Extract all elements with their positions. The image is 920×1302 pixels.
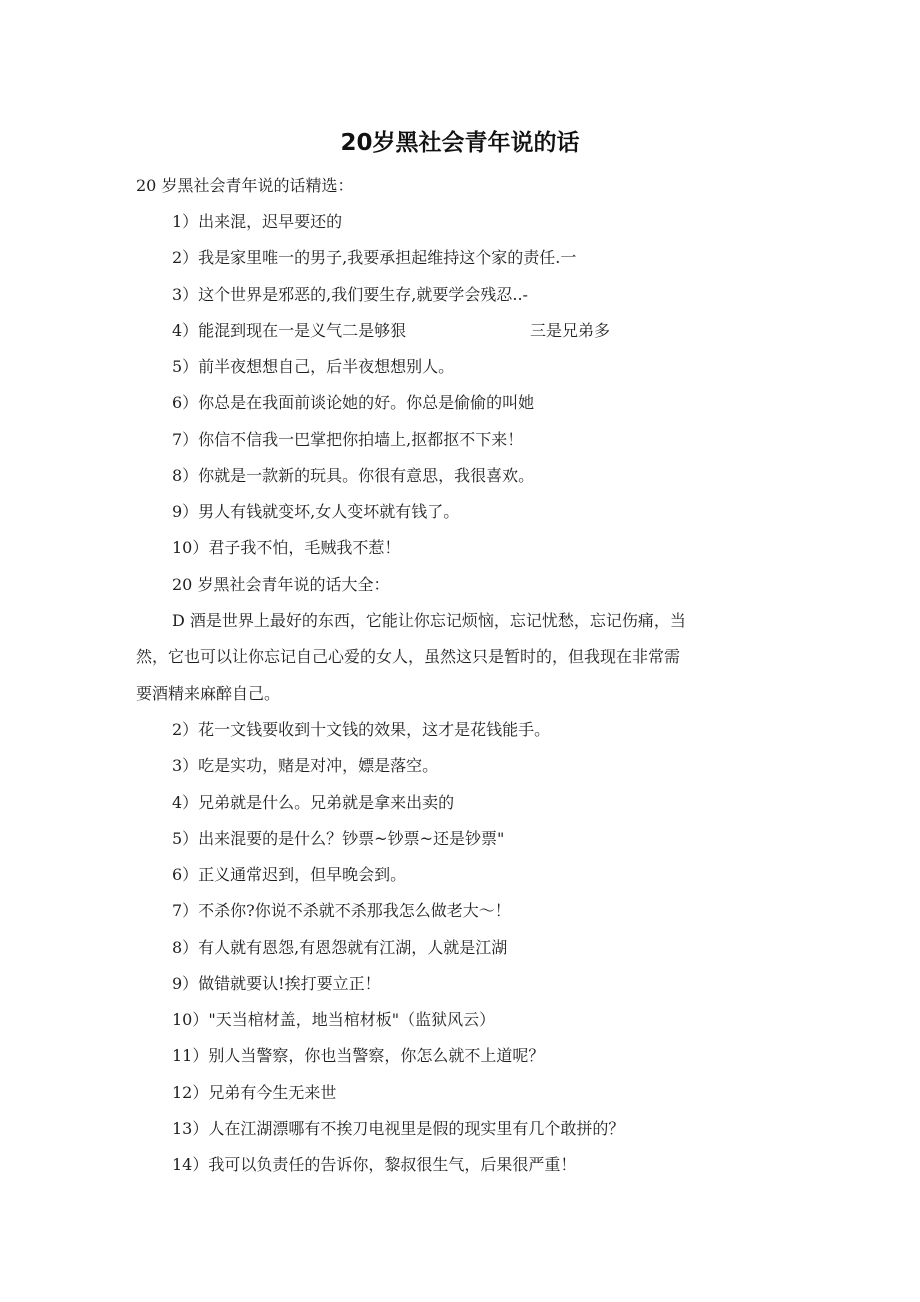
- list-item: 11）别人当警察，你也当警察，你怎么就不上道呢？: [172, 1046, 545, 1065]
- list-item: 3）吃是实功，赌是对冲，嫖是落空。: [172, 756, 439, 775]
- list-item: 14）我可以负责任的告诉你，黎叔很生气，后果很严重！: [172, 1155, 577, 1174]
- list-item: 9）做错就要认!挨打要立正！: [172, 974, 381, 993]
- list-item: 7）你信不信我一巴掌把你拍墙上,抠都抠不下来！: [172, 430, 524, 449]
- list-item: 10）"天当棺材盖，地当棺材板"（监狱风云）: [172, 1010, 496, 1029]
- list-item: 5）前半夜想想自己，后半夜想想别人。: [172, 357, 455, 376]
- list-item: 8）有人就有恩怨,有恩怨就有江湖，人就是江湖: [172, 938, 508, 957]
- list-item: 2）花一文钱要收到十文钱的效果，这才是花钱能手。: [172, 720, 551, 739]
- list-item: 12）兄弟有今生无来世: [172, 1083, 337, 1102]
- list-item: 2）我是家里唯一的男子,我要承担起维持这个家的责任.一: [172, 248, 577, 267]
- list-item: 3）这个世界是邪恶的,我们要生存,就要学会残忍..-: [172, 285, 528, 304]
- list-item: 9）男人有钱就变坏,女人变坏就有钱了。: [172, 502, 460, 521]
- list-item: 6）你总是在我面前谈论她的好。你总是偷偷的叫她: [172, 393, 535, 412]
- paragraph-line: 要酒精来麻醉自己。: [136, 684, 281, 703]
- paragraph-line: 然，它也可以让你忘记自己心爱的女人，虽然这只是暂时的，但我现在非常需: [136, 647, 681, 666]
- section1-heading: 20 岁黑社会青年说的话精选：: [136, 176, 354, 195]
- list-item-tail: 三是兄弟多: [530, 321, 611, 340]
- section2-heading: 20 岁黑社会青年说的话大全：: [172, 575, 390, 594]
- list-item: 13）人在江湖漂哪有不挨刀电视里是假的现实里有几个敢拼的？: [172, 1119, 625, 1138]
- list-item: 5）出来混要的是什么？钞票~钞票~还是钞票": [172, 829, 505, 848]
- list-item: 4）能混到现在一是义气二是够狠: [172, 321, 407, 340]
- list-item: 7）不杀你?你说不杀就不杀那我怎么做老大～！: [172, 901, 511, 920]
- list-item: 1）出来混，迟早要还的: [172, 212, 343, 231]
- paragraph-line: D 酒是世界上最好的东西，它能让你忘记烦恼，忘记忧愁，忘记伤痛，当: [172, 611, 686, 630]
- list-item: 8）你就是一款新的玩具。你很有意思，我很喜欢。: [172, 466, 535, 485]
- list-item: 10）君子我不怕，毛贼我不惹！: [172, 538, 401, 557]
- list-item: 6）正义通常迟到，但早晚会到。: [172, 865, 407, 884]
- document-title: 20岁黑社会青年说的话: [340, 130, 580, 156]
- list-item: 4）兄弟就是什么。兄弟就是拿来出卖的: [172, 793, 455, 812]
